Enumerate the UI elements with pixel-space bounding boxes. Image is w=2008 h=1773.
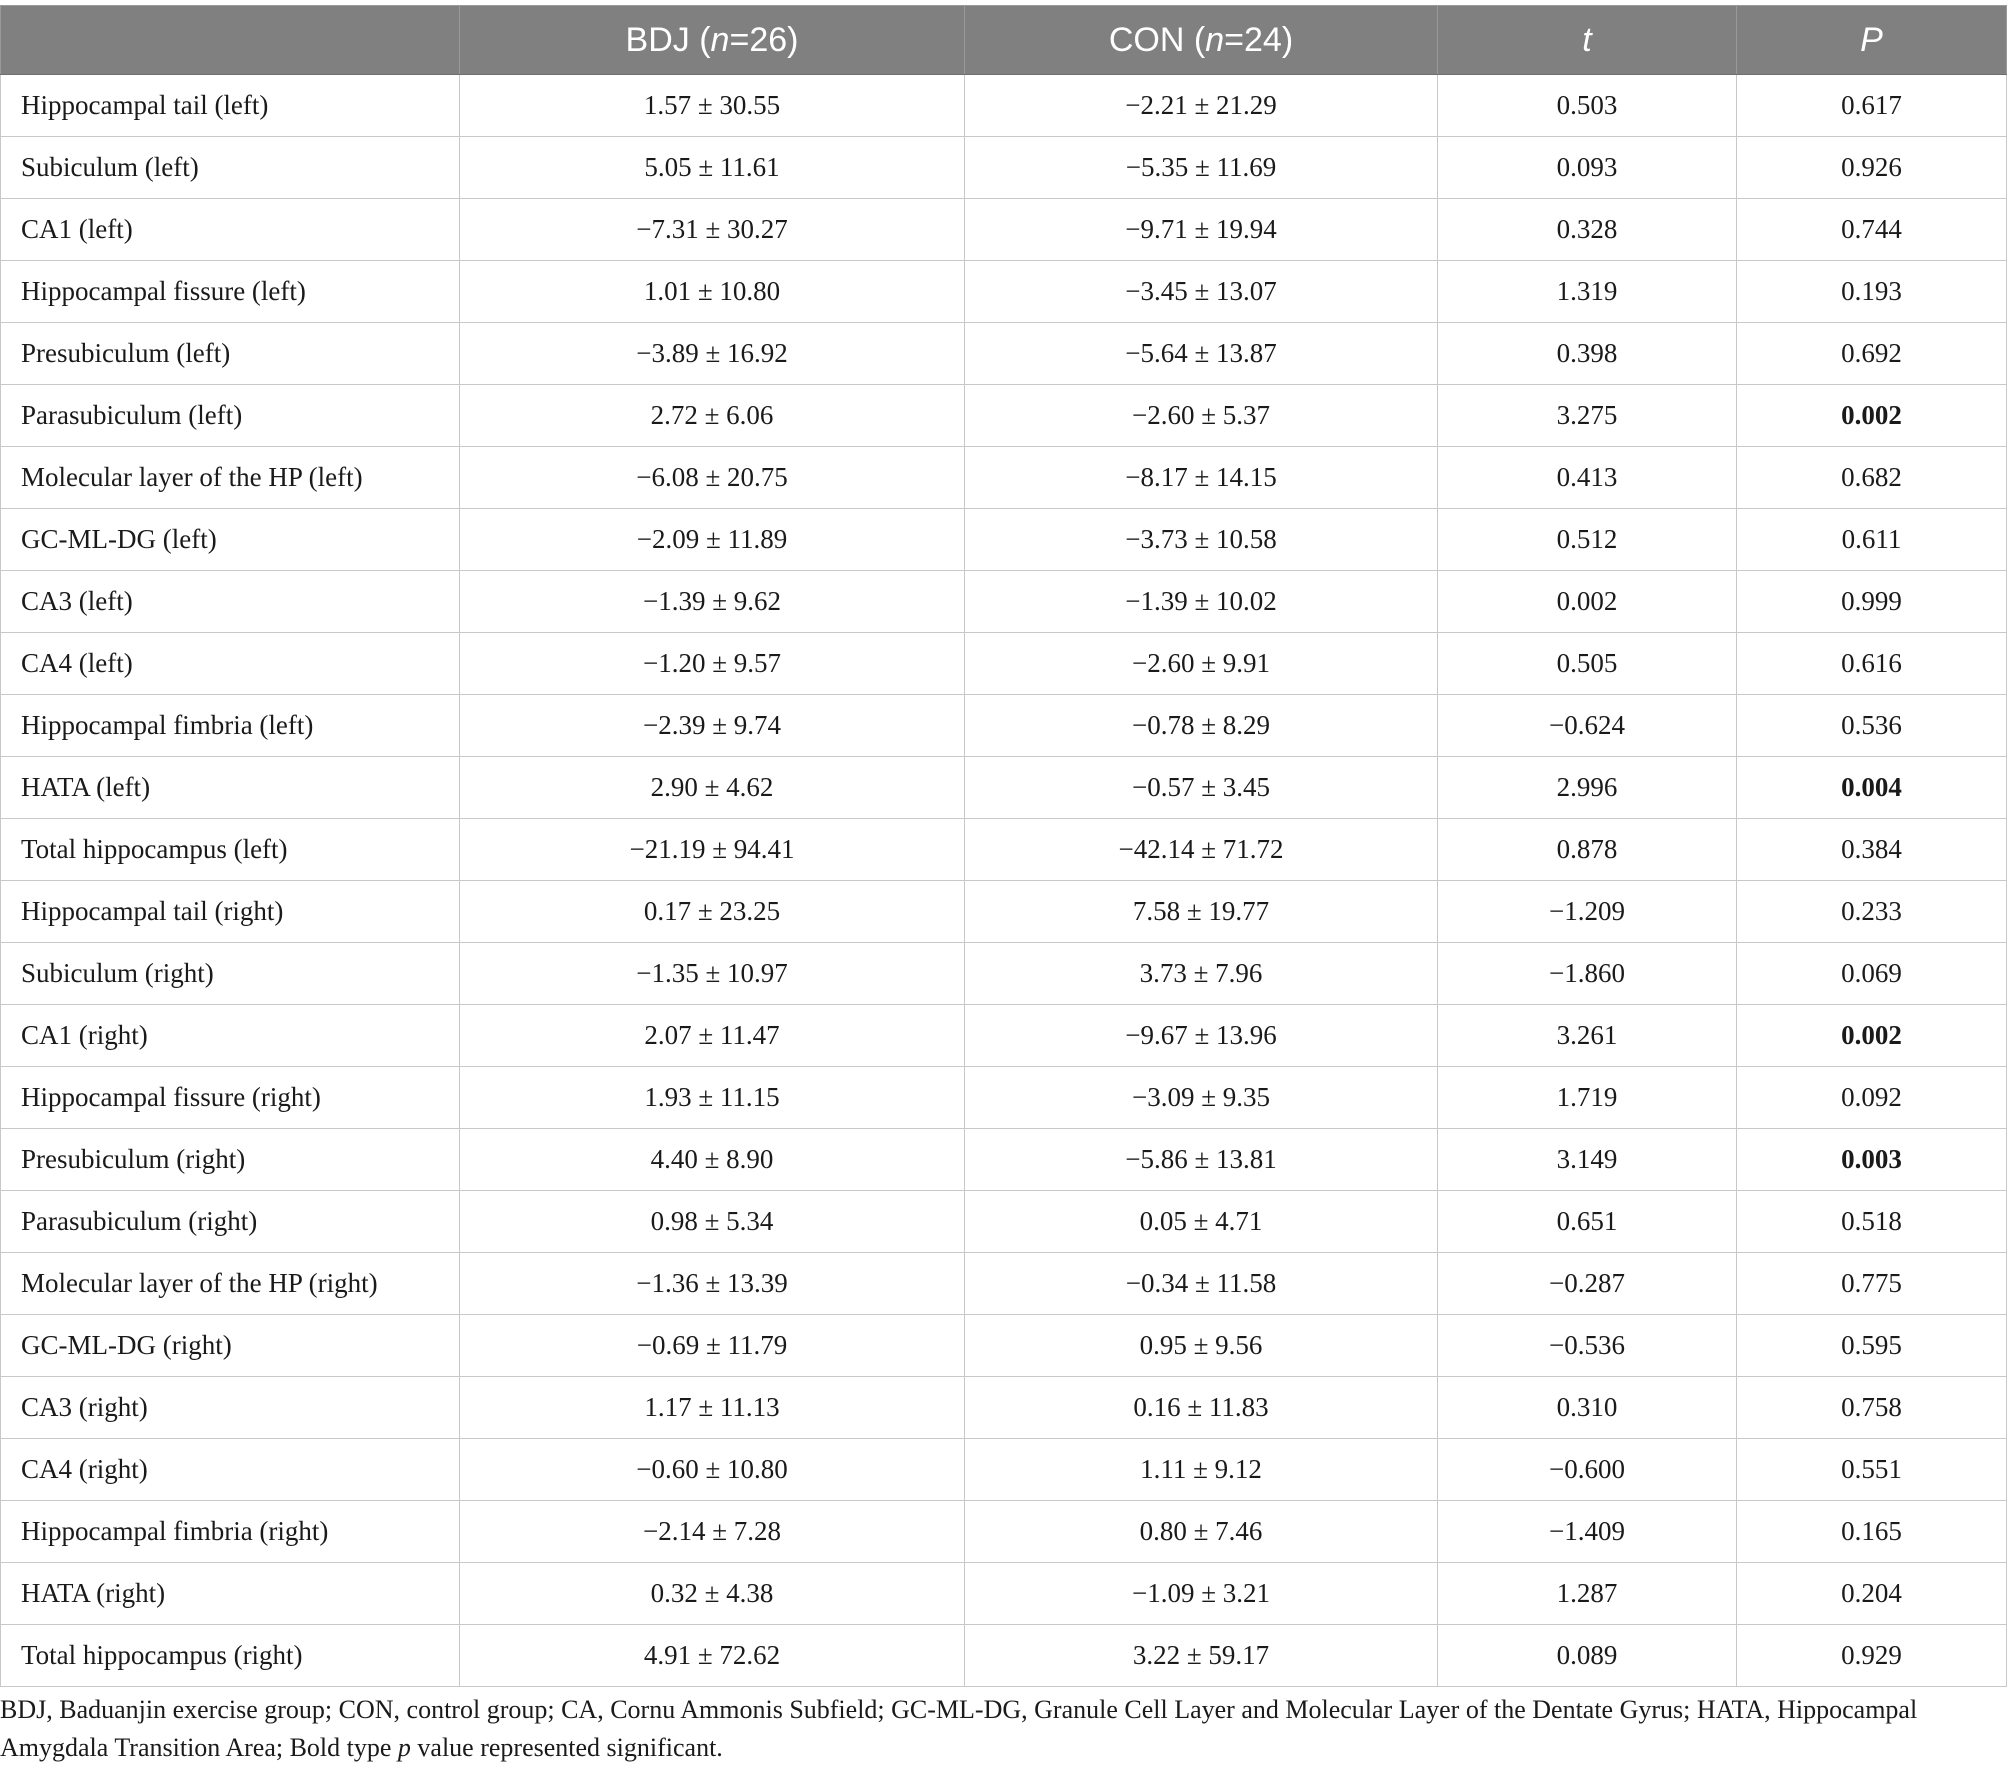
cell-t: 1.319 [1438, 261, 1737, 323]
cell-con: −9.71 ± 19.94 [965, 199, 1438, 261]
cell-p: 0.758 [1737, 1377, 2007, 1439]
cell-p: 0.682 [1737, 447, 2007, 509]
cell-t: −1.409 [1438, 1501, 1737, 1563]
table-row [1, 943, 2007, 1005]
header-bdj-name: BDJ [625, 20, 690, 59]
cell-t: 1.287 [1438, 1563, 1737, 1625]
cell-p: 0.929 [1737, 1625, 2007, 1687]
cell-region: Total hippocampus (left) [1, 819, 460, 881]
table-footnote [0, 1691, 2000, 1767]
cell-region: HATA (left) [1, 757, 460, 819]
cell-con: −2.60 ± 5.37 [965, 385, 1438, 447]
cell-t: 0.878 [1438, 819, 1737, 881]
cell-region: CA3 (right) [1, 1377, 460, 1439]
cell-t: −1.860 [1438, 943, 1737, 1005]
cell-t: 0.512 [1438, 509, 1737, 571]
cell-con: −2.21 ± 21.29 [965, 75, 1438, 137]
cell-con: 3.73 ± 7.96 [965, 943, 1438, 1005]
cell-p: 0.003 [1737, 1129, 2007, 1191]
cell-region: Presubiculum (right) [1, 1129, 460, 1191]
cell-bdj: 1.01 ± 10.80 [460, 261, 965, 323]
cell-con: 7.58 ± 19.77 [965, 881, 1438, 943]
cell-con: −2.60 ± 9.91 [965, 633, 1438, 695]
cell-p: 0.204 [1737, 1563, 2007, 1625]
cell-region: Hippocampal tail (right) [1, 881, 460, 943]
cell-p: 0.092 [1737, 1067, 2007, 1129]
cell-t: −1.209 [1438, 881, 1737, 943]
table-header [1, 6, 2007, 75]
header-con: CON (n=24) [965, 6, 1438, 75]
cell-con: 3.22 ± 59.17 [965, 1625, 1438, 1687]
header-row [1, 6, 2007, 75]
cell-con: −0.57 ± 3.45 [965, 757, 1438, 819]
cell-region: GC-ML-DG (left) [1, 509, 460, 571]
cell-region: CA1 (right) [1, 1005, 460, 1067]
cell-region: CA4 (left) [1, 633, 460, 695]
cell-bdj: −1.39 ± 9.62 [460, 571, 965, 633]
cell-con: −1.39 ± 10.02 [965, 571, 1438, 633]
table-row [1, 1563, 2007, 1625]
footnote-text-after: value represented significant. [410, 1733, 723, 1762]
cell-p: 0.536 [1737, 695, 2007, 757]
cell-p: 0.384 [1737, 819, 2007, 881]
cell-p: 0.744 [1737, 199, 2007, 261]
cell-con: −5.86 ± 13.81 [965, 1129, 1438, 1191]
cell-t: 0.505 [1438, 633, 1737, 695]
header-p [1737, 6, 2007, 75]
cell-region: Parasubiculum (left) [1, 385, 460, 447]
cell-t: −0.624 [1438, 695, 1737, 757]
cell-t: 2.996 [1438, 757, 1737, 819]
header-bdj-n-symbol: n [710, 20, 730, 59]
cell-bdj: −2.09 ± 11.89 [460, 509, 965, 571]
cell-con: 1.11 ± 9.12 [965, 1439, 1438, 1501]
cell-t: 0.413 [1438, 447, 1737, 509]
table-row [1, 881, 2007, 943]
cell-bdj: −21.19 ± 94.41 [460, 819, 965, 881]
table-row [1, 1501, 2007, 1563]
cell-p: 0.004 [1737, 757, 2007, 819]
cell-bdj: 0.32 ± 4.38 [460, 1563, 965, 1625]
table-row [1, 695, 2007, 757]
table-row [1, 509, 2007, 571]
cell-con: −3.09 ± 9.35 [965, 1067, 1438, 1129]
cell-con: −3.45 ± 13.07 [965, 261, 1438, 323]
cell-t: 0.310 [1438, 1377, 1737, 1439]
cell-p: 0.617 [1737, 75, 2007, 137]
table-row [1, 571, 2007, 633]
cell-region: Total hippocampus (right) [1, 1625, 460, 1687]
cell-p: 0.999 [1737, 571, 2007, 633]
header-t [1438, 6, 1737, 75]
cell-bdj: −2.14 ± 7.28 [460, 1501, 965, 1563]
cell-con: 0.95 ± 9.56 [965, 1315, 1438, 1377]
cell-t: −0.536 [1438, 1315, 1737, 1377]
cell-con: −9.67 ± 13.96 [965, 1005, 1438, 1067]
cell-t: 3.261 [1438, 1005, 1737, 1067]
cell-bdj: 0.17 ± 23.25 [460, 881, 965, 943]
cell-bdj: −1.20 ± 9.57 [460, 633, 965, 695]
cell-p: 0.002 [1737, 1005, 2007, 1067]
cell-con: −3.73 ± 10.58 [965, 509, 1438, 571]
cell-bdj: −7.31 ± 30.27 [460, 199, 965, 261]
table-row [1, 1377, 2007, 1439]
table-row [1, 261, 2007, 323]
cell-t: 0.651 [1438, 1191, 1737, 1253]
cell-region: Parasubiculum (right) [1, 1191, 460, 1253]
cell-con: 0.80 ± 7.46 [965, 1501, 1438, 1563]
cell-con: −8.17 ± 14.15 [965, 447, 1438, 509]
cell-p: 0.551 [1737, 1439, 2007, 1501]
cell-con: −5.64 ± 13.87 [965, 323, 1438, 385]
cell-t: 3.275 [1438, 385, 1737, 447]
cell-p: 0.611 [1737, 509, 2007, 571]
table-row [1, 1439, 2007, 1501]
cell-t: 0.398 [1438, 323, 1737, 385]
table-row [1, 75, 2007, 137]
cell-bdj: −1.36 ± 13.39 [460, 1253, 965, 1315]
table-row [1, 323, 2007, 385]
cell-bdj: 4.40 ± 8.90 [460, 1129, 965, 1191]
cell-bdj: 1.17 ± 11.13 [460, 1377, 965, 1439]
cell-region: Hippocampal tail (left) [1, 75, 460, 137]
cell-region: CA3 (left) [1, 571, 460, 633]
cell-region: Molecular layer of the HP (left) [1, 447, 460, 509]
cell-bdj: 4.91 ± 72.62 [460, 1625, 965, 1687]
table-row [1, 1191, 2007, 1253]
table-row [1, 199, 2007, 261]
table-row [1, 1625, 2007, 1687]
cell-p: 0.775 [1737, 1253, 2007, 1315]
header-bdj-n-value: 26 [749, 20, 788, 59]
cell-p: 0.926 [1737, 137, 2007, 199]
cell-bdj: 5.05 ± 11.61 [460, 137, 965, 199]
header-t-label: t [1582, 20, 1592, 59]
cell-region: Presubiculum (left) [1, 323, 460, 385]
cell-region: HATA (right) [1, 1563, 460, 1625]
header-con-n-symbol: n [1205, 20, 1225, 59]
cell-region: Hippocampal fissure (left) [1, 261, 460, 323]
table-row [1, 137, 2007, 199]
cell-p: 0.233 [1737, 881, 2007, 943]
cell-bdj: −0.60 ± 10.80 [460, 1439, 965, 1501]
table-row [1, 1253, 2007, 1315]
hippocampal-subfield-table [0, 5, 2007, 1687]
table-row [1, 1129, 2007, 1191]
header-region [1, 6, 460, 75]
cell-t: −0.600 [1438, 1439, 1737, 1501]
cell-region: CA1 (left) [1, 199, 460, 261]
cell-t: 0.093 [1438, 137, 1737, 199]
cell-con: 0.05 ± 4.71 [965, 1191, 1438, 1253]
cell-bdj: 1.57 ± 30.55 [460, 75, 965, 137]
cell-bdj: 0.98 ± 5.34 [460, 1191, 965, 1253]
cell-p: 0.193 [1737, 261, 2007, 323]
cell-bdj: 1.93 ± 11.15 [460, 1067, 965, 1129]
cell-con: −1.09 ± 3.21 [965, 1563, 1438, 1625]
cell-p: 0.595 [1737, 1315, 2007, 1377]
table-row [1, 385, 2007, 447]
cell-con: −0.34 ± 11.58 [965, 1253, 1438, 1315]
cell-t: 1.719 [1438, 1067, 1737, 1129]
cell-con: −42.14 ± 71.72 [965, 819, 1438, 881]
header-bdj: BDJ (n=26) [460, 6, 965, 75]
cell-bdj: −1.35 ± 10.97 [460, 943, 965, 1005]
table-row [1, 1315, 2007, 1377]
results-table-container [0, 5, 2006, 1687]
table-row [1, 1067, 2007, 1129]
cell-p: 0.069 [1737, 943, 2007, 1005]
cell-t: 0.002 [1438, 571, 1737, 633]
cell-region: Hippocampal fissure (right) [1, 1067, 460, 1129]
cell-bdj: −6.08 ± 20.75 [460, 447, 965, 509]
cell-region: GC-ML-DG (right) [1, 1315, 460, 1377]
cell-con: −0.78 ± 8.29 [965, 695, 1438, 757]
cell-con: 0.16 ± 11.83 [965, 1377, 1438, 1439]
cell-region: Subiculum (right) [1, 943, 460, 1005]
table-row [1, 1005, 2007, 1067]
cell-t: 0.503 [1438, 75, 1737, 137]
cell-region: Molecular layer of the HP (right) [1, 1253, 460, 1315]
cell-region: CA4 (right) [1, 1439, 460, 1501]
cell-p: 0.616 [1737, 633, 2007, 695]
footnote-text-before: BDJ, Baduanjin exercise group; CON, control group; CA, Cornu Ammonis Subfield; GC-ML-DG, Granule Cell Layer and Molecular Layer of the Dentate Gyrus; HATA, Hippocampal Amygdala Transition Area; Bold type [0, 1695, 1918, 1762]
table-row [1, 633, 2007, 695]
cell-region: Hippocampal fimbria (left) [1, 695, 460, 757]
cell-t: 0.328 [1438, 199, 1737, 261]
cell-p: 0.002 [1737, 385, 2007, 447]
cell-region: Subiculum (left) [1, 137, 460, 199]
cell-bdj: −0.69 ± 11.79 [460, 1315, 965, 1377]
cell-p: 0.518 [1737, 1191, 2007, 1253]
cell-p: 0.692 [1737, 323, 2007, 385]
footnote-italic-p: p [397, 1733, 411, 1762]
cell-bdj: −3.89 ± 16.92 [460, 323, 965, 385]
cell-bdj: 2.90 ± 4.62 [460, 757, 965, 819]
cell-t: 3.149 [1438, 1129, 1737, 1191]
cell-region: Hippocampal fimbria (right) [1, 1501, 460, 1563]
cell-t: 0.089 [1438, 1625, 1737, 1687]
table-row [1, 757, 2007, 819]
cell-con: −5.35 ± 11.69 [965, 137, 1438, 199]
table-row [1, 447, 2007, 509]
cell-p: 0.165 [1737, 1501, 2007, 1563]
header-con-name: CON [1108, 20, 1185, 59]
cell-bdj: 2.07 ± 11.47 [460, 1005, 965, 1067]
header-p-label: P [1860, 20, 1883, 59]
header-con-n-value: 24 [1243, 20, 1282, 59]
cell-t: −0.287 [1438, 1253, 1737, 1315]
cell-bdj: −2.39 ± 9.74 [460, 695, 965, 757]
table-body [1, 75, 2007, 1687]
table-row [1, 819, 2007, 881]
cell-bdj: 2.72 ± 6.06 [460, 385, 965, 447]
